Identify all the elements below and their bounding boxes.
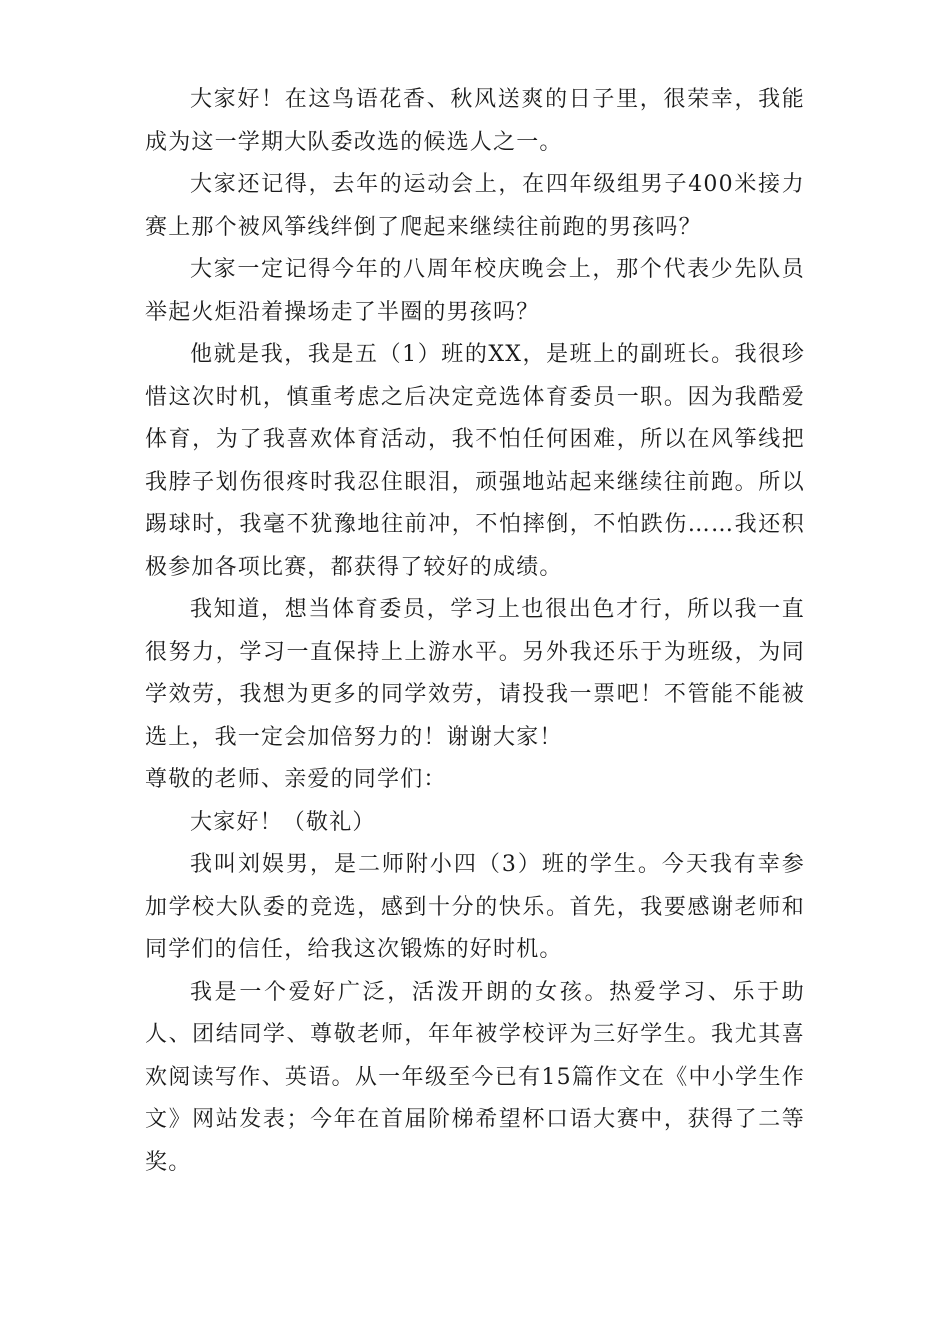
paragraph-study: 我知道，想当体育委员，学习上也很出色才行，所以我一直很努力，学习一直保持上上游水平。另外我还乐于为班级，为同学效劳，我想为更多的同学效劳，请投我一票吧！不管能不能被选上，我一定会加倍努力的！谢谢大家！ (145, 597, 805, 750)
paragraph-name-intro: 我叫刘娱男，是二师附小四（3）班的学生。今天我有幸参加学校大队委的竞选，感到十分的快乐。首先，我要感谢老师和同学们的信任，给我这次锻炼的好时机。 (145, 852, 805, 962)
paragraph-hello: 大家好！（敬礼） (190, 809, 376, 835)
paragraph-relay-race: 大家还记得，去年的运动会上，在四年级组男子400米接力赛上那个被风筝线绊倒了爬起来继续往前跑的男孩吗？ (145, 172, 805, 240)
paragraph-greeting: 大家好！在这鸟语花香、秋风送爽的日子里，很荣幸，我能成为这一学期大队委改选的候选人之一。 (145, 87, 805, 155)
paragraph-salutation: 尊敬的老师、亲爱的同学们： (145, 767, 447, 792)
paragraph-anniversary: 大家一定记得今年的八周年校庆晚会上，那个代表少先队员举起火炬沿着操场走了半圈的男孩吗？ (145, 257, 805, 325)
document-body (145, 79, 805, 1184)
paragraph-hobbies: 我是一个爱好广泛，活泼开朗的女孩。热爱学习、乐于助人、团结同学、尊敬老师，年年被学校评为三好学生。我尤其喜欢阅读写作、英语。从一年级至今已有15篇作文在《中小学生作文》网站发表；今年在首届阶梯希望杯口语大赛中，获得了二等奖。 (145, 979, 805, 1175)
paragraph-self-intro: 他就是我，我是五（1）班的XX，是班上的副班长。我很珍惜这次时机，慎重考虑之后决定竞选体育委员一职。因为我酷爱体育，为了我喜欢体育活动，我不怕任何困难，所以在风筝线把我脖子划伤很疼时我忍住眼泪，顽强地站起来继续往前跑。所以踢球时，我毫不犹豫地往前冲，不怕摔倒，不怕跌伤……我还积极参加各项比赛，都获得了较好的成绩。 (145, 342, 805, 580)
